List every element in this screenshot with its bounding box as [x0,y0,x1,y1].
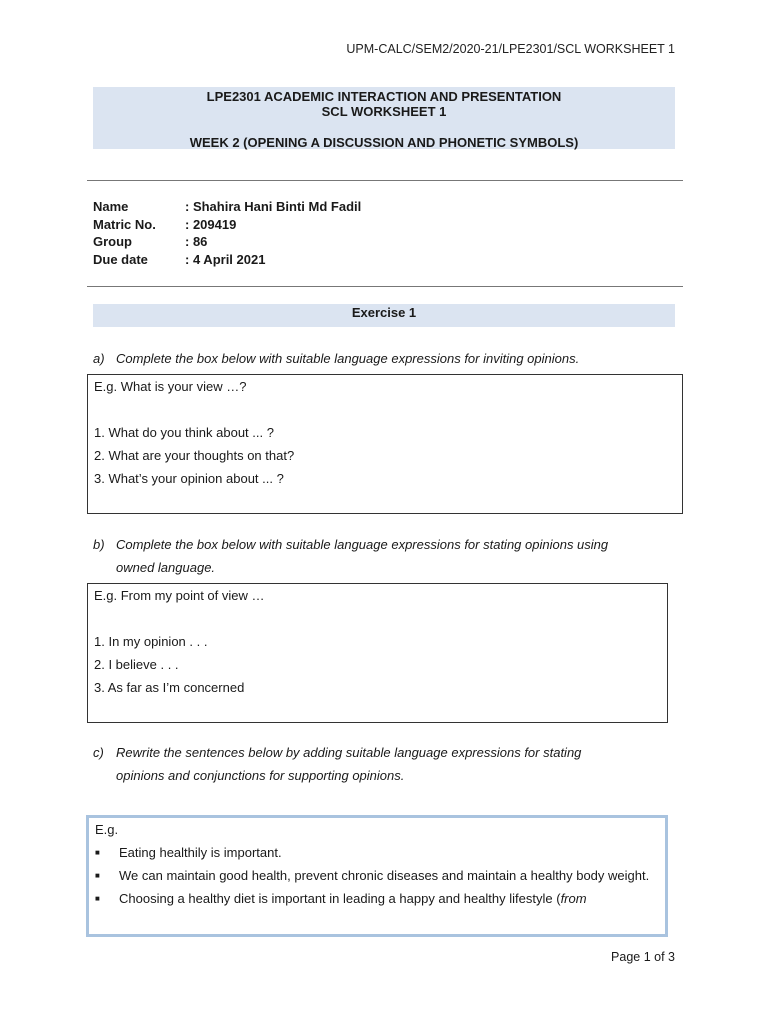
info-value: : Shahira Hani Binti Md Fadil [185,199,362,214]
bullet-icon: ■ [95,871,100,880]
answer-box-a-example: E.g. What is your view …? [94,379,247,394]
answer-a-3: 3. What’s your opinion about ... ? [94,471,284,486]
info-row-matric [93,216,361,234]
bullet-icon: ■ [95,894,100,903]
answer-b-1: 1. In my opinion . . . [94,634,208,649]
answer-b-3: 3. As far as I’m concerned [94,680,245,695]
answer-a-2: 2. What are your thoughts on that? [94,448,295,463]
question-b-label: b) [93,537,105,552]
info-row-name [93,198,361,216]
title-banner [93,87,675,149]
answer-box-b [87,583,668,723]
bullet-text: Choosing a healthy diet is important in leading a happy and healthy lifestyle ( [119,891,561,906]
example-box-c [86,815,668,937]
info-row-group [93,233,361,251]
answer-a-1: 1. What do you think about ... ? [94,425,274,440]
question-c-label: c) [93,745,104,760]
info-value: : 209419 [185,216,237,232]
list-item [95,887,665,910]
question-b-text-line1: Complete the box below with suitable language expressions for stating opinions using [116,537,609,552]
student-info [93,198,361,268]
question-a-text: Complete the box below with suitable language expressions for inviting opinions. [116,351,580,366]
info-row-due-date [93,251,361,269]
bullet-icon: ■ [95,848,100,857]
answer-box-a [87,374,683,514]
worksheet-title: SCL WORKSHEET 1 [321,104,447,119]
week-title: WEEK 2 (OPENING A DISCUSSION AND PHONETIC SYMBOLS) [189,135,579,150]
question-c-text-line2: opinions and conjunctions for supporting opinions. [116,768,405,783]
question-b [93,533,677,579]
list-item [95,841,665,864]
question-b-text-line2: owned language. [116,560,216,575]
info-value: : 4 April 2021 [185,251,266,267]
info-label: Due date [93,251,148,267]
question-c [93,741,677,787]
course-title: LPE2301 ACADEMIC INTERACTION AND PRESENTATION [206,89,562,104]
info-value: : 86 [185,234,208,249]
info-label: Group [93,234,132,249]
list-item [95,864,665,887]
document-reference-header: UPM-CALC/SEM2/2020-21/LPE2301/SCL WORKSHEET 1 [346,42,675,56]
exercise-heading: Exercise 1 [93,304,675,327]
bullet-text: We can maintain good health, prevent chronic diseases and maintain a healthy body weight. [119,868,650,883]
example-box-c-label: E.g. [95,822,119,837]
divider-top [87,180,683,181]
page-number: Page 1 of 3 [611,950,675,964]
info-label: Matric No. [93,216,156,232]
divider-bottom [87,286,683,287]
answer-b-2: 2. I believe . . . [94,657,179,672]
question-a [93,347,677,370]
bullet-text-italic: from [560,891,587,906]
answer-box-b-example: E.g. From my point of view … [94,588,265,603]
info-label: Name [93,199,129,214]
question-a-label: a) [93,351,105,366]
bullet-text: Eating healthily is important. [119,845,282,860]
question-c-text-line1: Rewrite the sentences below by adding suitable language expressions for stating [116,745,582,760]
